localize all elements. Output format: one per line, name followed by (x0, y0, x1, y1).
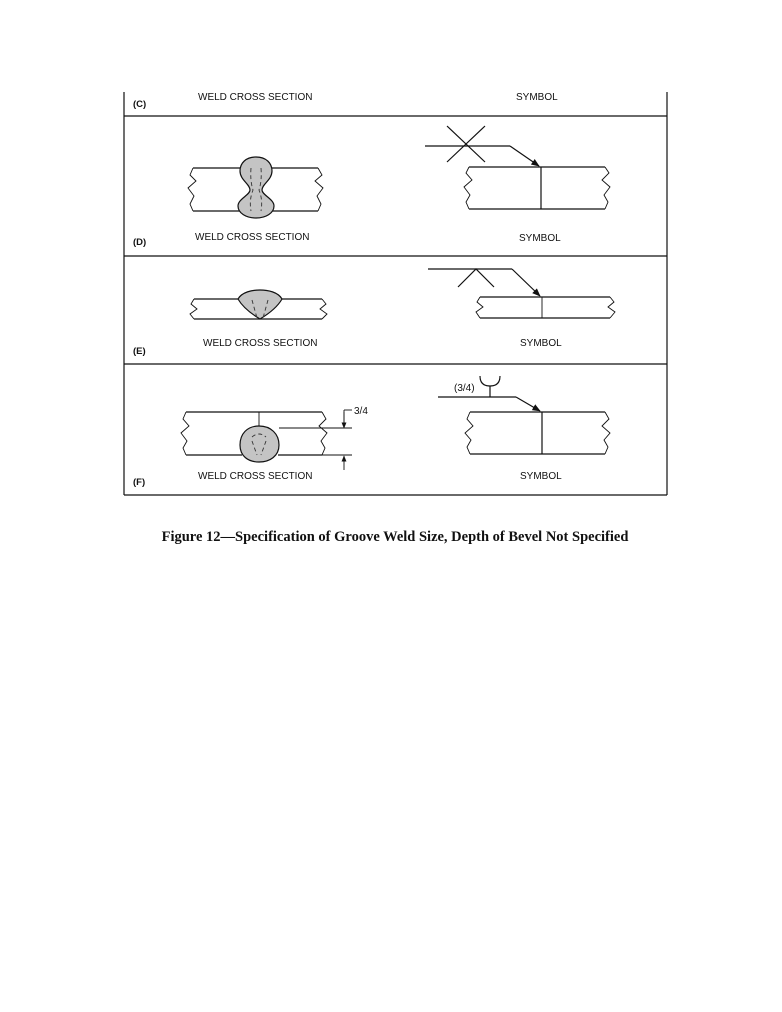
panel-e-cross-section-label: WELD CROSS SECTION (203, 338, 318, 349)
panel-d-weld-symbol (425, 126, 610, 209)
panel-c-tag: (C) (133, 99, 147, 110)
panel-f-symbol-label: SYMBOL (520, 471, 562, 482)
panel-e-symbol-label: SYMBOL (520, 338, 562, 349)
panel-f-dimension-label: 3/4 (354, 406, 368, 417)
panel-e-weld-symbol (428, 269, 615, 318)
panel-f-weld-bead (240, 426, 279, 462)
panel-f-tag: (F) (133, 477, 146, 488)
panel-c (133, 92, 558, 110)
figure-caption: Figure 12—Specification of Groove Weld Size, Depth of Bevel Not Specified (161, 529, 629, 545)
panel-e-tag: (E) (133, 346, 146, 357)
panel-d-right-break-line (315, 168, 323, 211)
panel-f-weld-symbol (438, 376, 610, 454)
panel-d-arrow-line (510, 146, 539, 166)
panel-f (133, 376, 610, 488)
panel-e-weld-bead (238, 290, 282, 319)
panel-d-weld-cross-section (188, 157, 323, 218)
panel-e-arrow-line (512, 269, 540, 296)
panel-e-groove-symbol (458, 269, 494, 287)
panel-e (133, 269, 615, 357)
panel-f-groove-symbol (480, 376, 500, 386)
panel-d-left-break-line (188, 168, 196, 211)
panel-d (133, 126, 610, 248)
panel-d-symbol-label: SYMBOL (519, 233, 561, 244)
panel-f-cross-section-label: WELD CROSS SECTION (198, 471, 313, 482)
panel-d-tag: (D) (133, 237, 147, 248)
figure-frame (124, 92, 667, 495)
panel-f-symbol-size-label: (3/4) (454, 383, 475, 394)
panel-e-weld-cross-section (190, 290, 327, 319)
panel-f-weld-cross-section (181, 406, 368, 470)
panel-c-symbol-label: SYMBOL (516, 92, 558, 103)
panel-d-cross-section-label: WELD CROSS SECTION (195, 232, 310, 243)
panel-f-arrow-line (516, 397, 540, 411)
panel-c-cross-section-label: WELD CROSS SECTION (198, 92, 313, 103)
panel-d-weld-bead (238, 157, 274, 218)
